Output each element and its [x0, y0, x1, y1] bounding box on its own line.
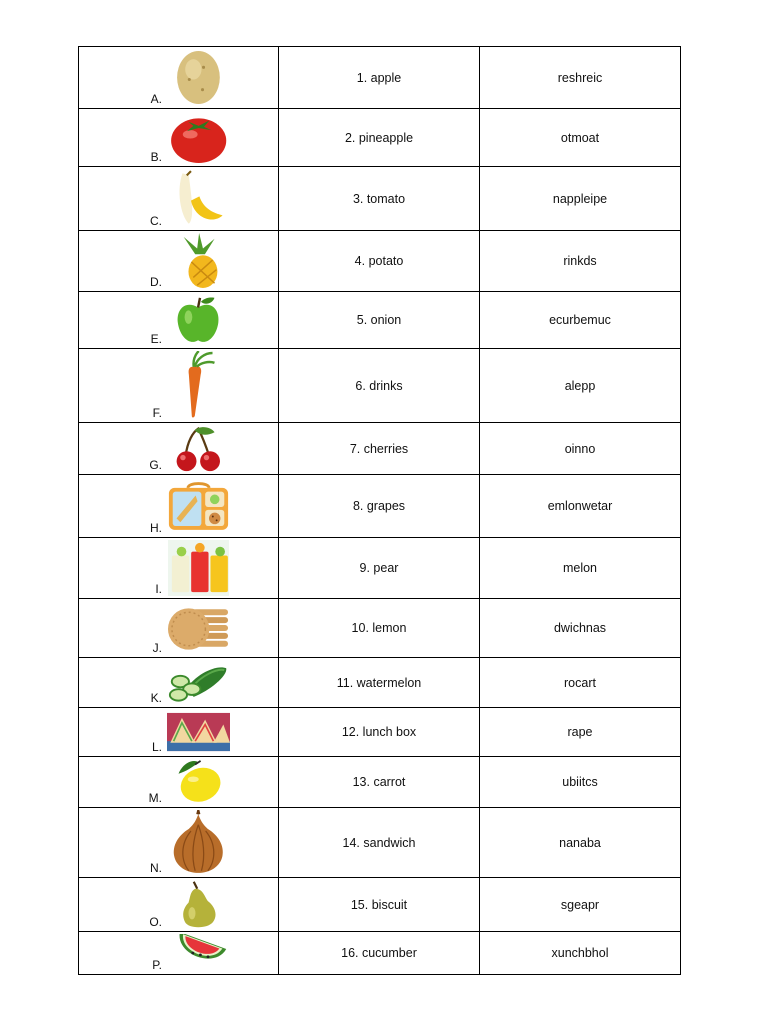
picture-cell [79, 757, 279, 808]
potato-icon [167, 49, 230, 106]
word-cell: 11. watermelon [279, 658, 480, 708]
word-cell: 3. tomato [279, 167, 480, 231]
word-cell: 13. carrot [279, 757, 480, 808]
pineapple-icon [167, 233, 230, 289]
table-row [79, 538, 681, 599]
picture-cell [79, 167, 279, 231]
word-cell: 14. sandwich [279, 808, 480, 878]
biscuit-icon [167, 601, 230, 655]
word-cell: 7. cherries [279, 423, 480, 475]
lemon-icon [167, 759, 230, 805]
word-cell: 10. lemon [279, 599, 480, 658]
row-letter: B. [150, 150, 162, 164]
row-letter: I. [155, 582, 162, 596]
picture-cell [79, 658, 279, 708]
word-cell: 12. lunch box [279, 708, 480, 757]
drinks-icon [167, 540, 230, 596]
banana-icon [167, 169, 230, 228]
scrambled-word-cell: otmoat [480, 109, 681, 167]
picture-cell [79, 109, 279, 167]
tomato-icon [167, 111, 230, 164]
word-cell: 2. pineapple [279, 109, 480, 167]
table-row [79, 167, 681, 231]
pear-icon [167, 880, 230, 929]
picture-cell [79, 932, 279, 975]
cherries-icon [167, 425, 230, 472]
scrambled-word-cell: sgeapr [480, 878, 681, 932]
watermelon-icon [167, 934, 230, 972]
scrambled-word-cell: emlonwetar [480, 475, 681, 538]
scrambled-word-cell: reshreic [480, 47, 681, 109]
apple-icon [167, 294, 230, 346]
picture-cell [79, 708, 279, 757]
row-letter: H. [150, 521, 162, 535]
picture-cell [79, 808, 279, 878]
table-row [79, 757, 681, 808]
picture-cell [79, 878, 279, 932]
row-letter: G. [149, 458, 162, 472]
onion-icon [167, 810, 230, 875]
scrambled-word-cell: xunchbhol [480, 932, 681, 975]
scrambled-word-cell: nappleipe [480, 167, 681, 231]
picture-cell [79, 475, 279, 538]
picture-cell [79, 47, 279, 109]
table-row [79, 475, 681, 538]
word-cell: 4. potato [279, 231, 480, 292]
table-row [79, 878, 681, 932]
picture-cell [79, 292, 279, 349]
carrot-icon [167, 351, 230, 420]
scrambled-word-cell: rocart [480, 658, 681, 708]
table-row [79, 932, 681, 975]
row-letter: D. [150, 275, 162, 289]
table-row [79, 599, 681, 658]
scrambled-word-cell: oinno [480, 423, 681, 475]
row-letter: A. [150, 92, 162, 106]
scrambled-word-cell: ecurbemuc [480, 292, 681, 349]
word-cell: 16. cucumber [279, 932, 480, 975]
row-letter: C. [150, 214, 162, 228]
row-letter: P. [152, 958, 162, 972]
table-row [79, 47, 681, 109]
table-row [79, 292, 681, 349]
scrambled-word-cell: alepp [480, 349, 681, 423]
picture-cell [79, 423, 279, 475]
scrambled-word-cell: melon [480, 538, 681, 599]
scrambled-word-cell: dwichnas [480, 599, 681, 658]
picture-cell [79, 349, 279, 423]
cucumber-icon [167, 660, 230, 705]
word-cell: 5. onion [279, 292, 480, 349]
sandwich-icon [167, 710, 230, 754]
table-row [79, 808, 681, 878]
scrambled-word-cell: ubiitcs [480, 757, 681, 808]
table-row [79, 109, 681, 167]
picture-cell [79, 231, 279, 292]
word-cell: 6. drinks [279, 349, 480, 423]
table-row [79, 658, 681, 708]
row-letter: J. [152, 641, 162, 655]
word-cell: 8. grapes [279, 475, 480, 538]
word-cell: 1. apple [279, 47, 480, 109]
row-letter: N. [150, 861, 162, 875]
row-letter: L. [151, 740, 162, 754]
matching-worksheet-table [78, 46, 681, 975]
scrambled-word-cell: rape [480, 708, 681, 757]
lunch-box-icon [167, 477, 230, 535]
scrambled-word-cell: rinkds [480, 231, 681, 292]
table-row [79, 349, 681, 423]
row-letter: F. [152, 406, 162, 420]
table-row [79, 708, 681, 757]
word-cell: 9. pear [279, 538, 480, 599]
picture-cell [79, 599, 279, 658]
row-letter: K. [150, 691, 162, 705]
word-cell: 15. biscuit [279, 878, 480, 932]
scrambled-word-cell: nanaba [480, 808, 681, 878]
row-letter: E. [150, 332, 162, 346]
table-row [79, 423, 681, 475]
picture-cell [79, 538, 279, 599]
row-letter: O. [149, 915, 162, 929]
table-row [79, 231, 681, 292]
row-letter: M. [148, 791, 162, 805]
